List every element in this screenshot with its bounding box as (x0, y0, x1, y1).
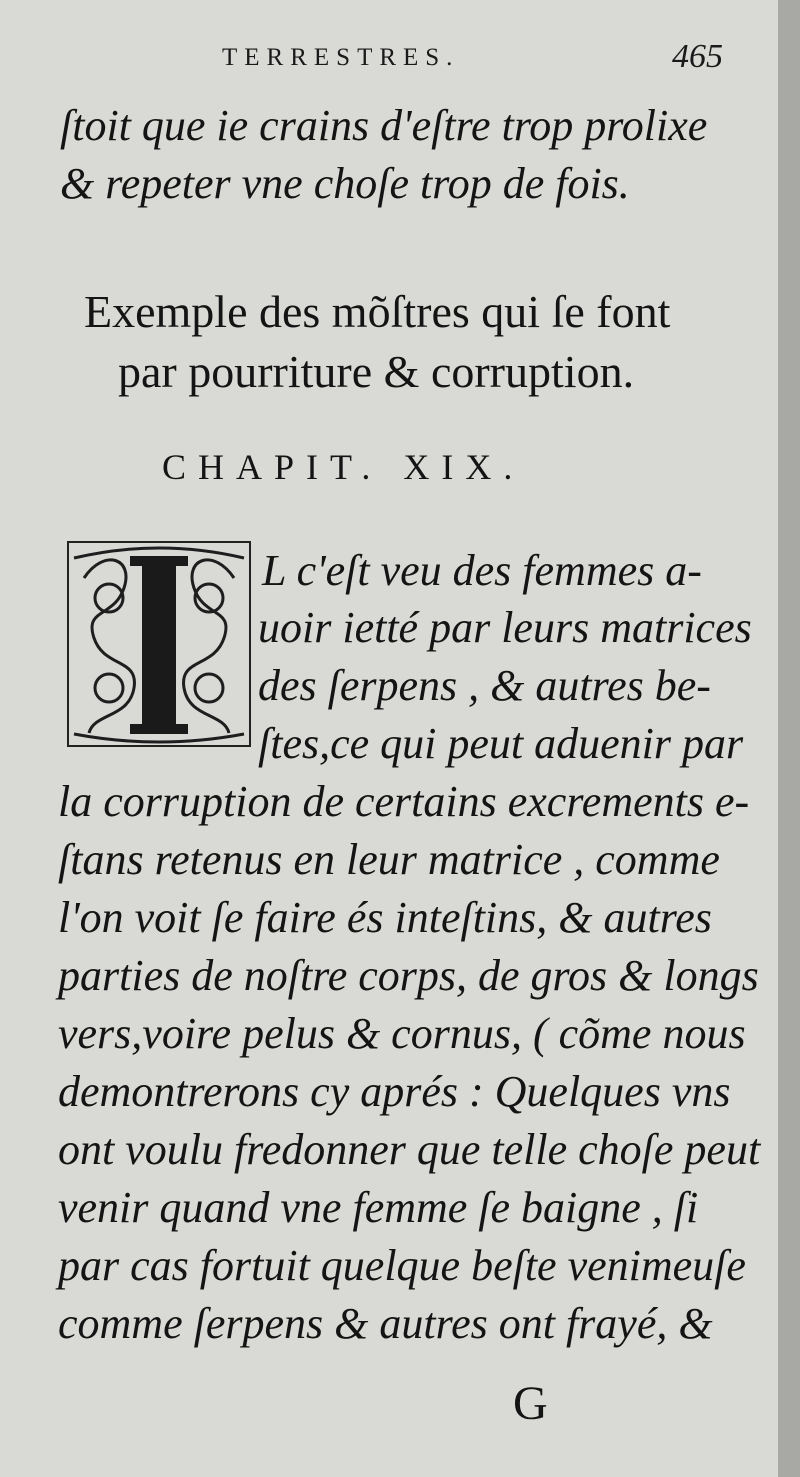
body-line: comme ſerpens & autres ont frayé, & (58, 1299, 713, 1348)
drop-cap-letter (64, 538, 254, 750)
page-number: 465 (672, 38, 723, 75)
body-line: L c'eſt veu des femmes a- (262, 546, 702, 595)
body-line: parties de noſtre corps, de gros & longs (58, 951, 759, 1000)
body-line: demontrerons cy aprés : Quelques vns (58, 1067, 731, 1116)
body-line: par cas fortuit quelque beſte venimeuſe (58, 1241, 746, 1290)
signature-mark: G (513, 1377, 548, 1430)
body-line: uoir ietté par leurs matrices (258, 603, 752, 652)
section-heading-line: Exemple des mõſtres qui ſe font (84, 286, 671, 337)
body-line: vers,voire pelus & cornus, ( cõme nous (58, 1009, 746, 1058)
chapter-title: CHAPIT. XIX. (162, 447, 525, 487)
body-line: la corruption de certains excrements e- (58, 777, 750, 826)
intro-line: ſtoit que ie crains d'eſtre trop prolixe (60, 101, 708, 150)
body-line: venir quand vne femme ſe baigne , ſi (58, 1183, 699, 1232)
section-heading-line: par pourriture & corruption. (118, 346, 635, 397)
running-title: TERRESTRES. (222, 44, 460, 71)
intro-line: & repeter vne choſe trop de fois. (60, 159, 630, 208)
page-edge (778, 0, 800, 1477)
body-line: ont voulu fredonner que telle choſe peut (58, 1125, 761, 1174)
body-line: des ſerpens , & autres be- (258, 661, 711, 710)
body-line: l'on voit ſe faire és inteſtins, & autres (58, 893, 712, 942)
body-line: ſtans retenus en leur matrice , comme (58, 835, 720, 884)
body-line: ſtes,ce qui peut aduenir par (258, 719, 744, 768)
ornamental-drop-cap (64, 538, 254, 750)
